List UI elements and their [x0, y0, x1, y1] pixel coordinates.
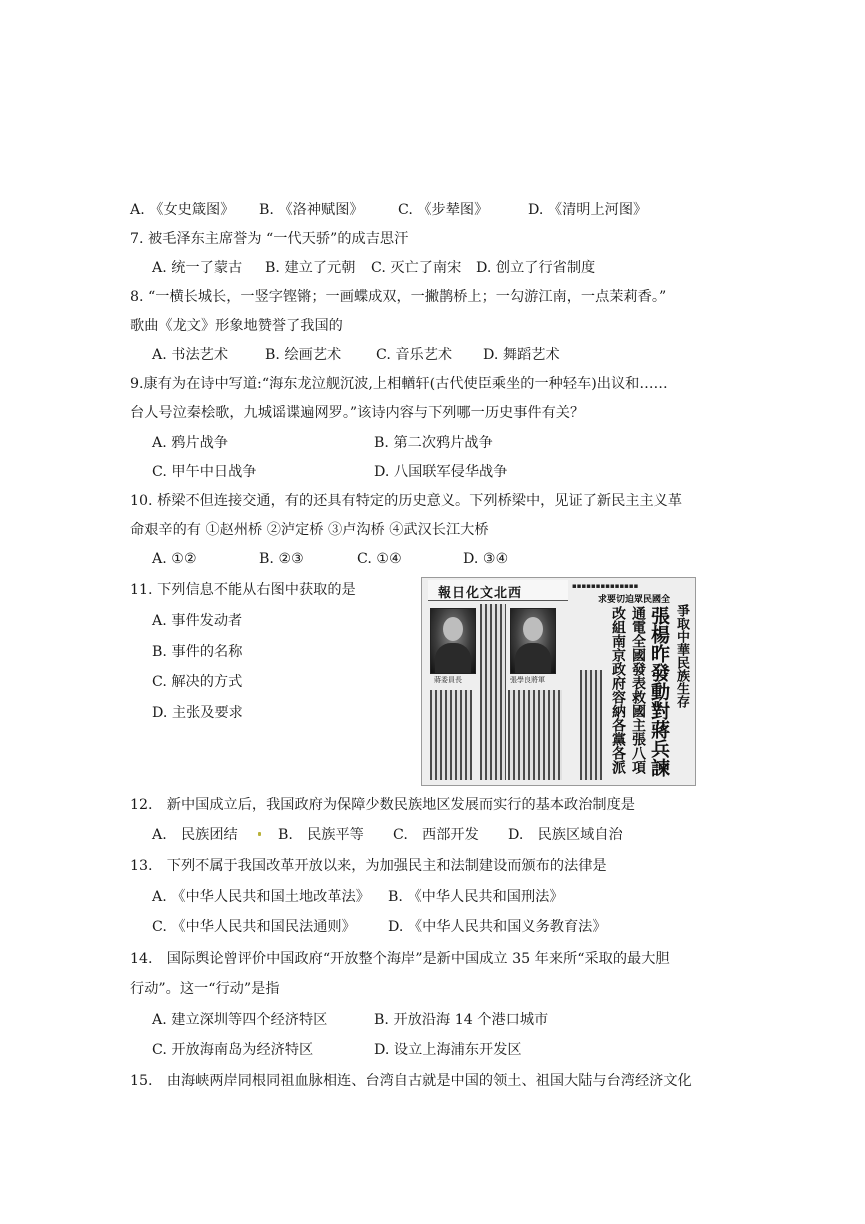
q11-option-d: D. 主张及要求 [152, 705, 243, 721]
q10-stem-line2: 命艰辛的有 ①赵州桥 ②泸定桥 ③卢沟桥 ④武汉长江大桥 [130, 522, 489, 538]
body-text-columns-1 [480, 604, 506, 780]
q15-stem-line1: 15. 由海峡两岸同根同祖血脉相连、台湾自古就是中国的领土、祖国大陆与台湾经济文化 [130, 1073, 692, 1089]
body-text-columns-3 [508, 690, 562, 780]
q13-option-a: A. 《中华人民共和国土地改革法》 [152, 889, 370, 905]
q9-option-d: D. 八国联军侵华战争 [374, 464, 508, 480]
q11-option-a: A. 事件发动者 [152, 613, 243, 629]
headline-col-3: 通電全國發表救國主張八項 [630, 606, 646, 774]
q14-option-a: A. 建立深圳等四个经济特区 [152, 1012, 328, 1028]
q9-option-a: A. 鸦片战争 [152, 435, 229, 451]
q6-option-b: B. 《洛神赋图》 [259, 202, 364, 218]
q13-options-row2 [152, 918, 607, 936]
q13-option-b: B. 《中华人民共和国刑法》 [388, 889, 564, 905]
q14-options-row2 [152, 1041, 522, 1059]
q14-option-c: C. 开放海南岛为经济特区 [152, 1042, 314, 1058]
q11-stem: 11. 下列信息不能从右图中获取的是 [130, 582, 356, 598]
q8-stem-line1: 8. “一横长城长，一竖字铿锵；一画蝶成双，一撇鹊桥上；一勾游江南，一点茉莉香。” [130, 289, 667, 305]
q13-option-c: C. 《中华人民共和国民法通则》 [152, 919, 356, 935]
q13-options-row1 [152, 888, 564, 906]
q14-option-d: D. 设立上海浦东开发区 [374, 1042, 522, 1058]
q8-stem-line2: 歌曲《龙文》形象地赞誉了我国的 [130, 318, 343, 334]
q9-option-c: C. 甲午中日战争 [152, 464, 257, 480]
body-text-columns-4 [580, 670, 602, 780]
headline-col-2: 張楊昨發動對蔣兵諫 [648, 606, 670, 777]
stray-mark [258, 832, 261, 836]
q10-stem-line1: 10. 桥梁不但连接交通，有的还具有特定的历史意义。下列桥梁中，见证了新民主主义革 [130, 493, 683, 509]
q13-stem: 13. 下列不属于我国改革开放以来，为加强民主和法制建设而颁布的法律是 [130, 858, 607, 874]
q7-option-d: D. 创立了行省制度 [476, 260, 596, 276]
q7-stem: 7. 被毛泽东主席誉为 “一代天骄”的成吉思汗 [130, 231, 409, 247]
q6-options-row [130, 201, 647, 219]
q12-option-b: B. 民族平等 [278, 827, 364, 843]
q7-option-b: B. 建立了元朝 [265, 260, 356, 276]
q14-stem-line1: 14. 国际舆论曾评价中国政府“开放整个海岸”是新中国成立 35 年来所“采取的最大胆 [130, 951, 670, 967]
headline-col-4: 改組南京政府容納各黨各派 [610, 606, 626, 774]
q12-option-d: D. 民族区域自治 [508, 827, 623, 843]
q12-option-a: A. 民族团结 [152, 827, 238, 843]
q9-stem-line1: 9.康有为在诗中写道:“海东龙泣舰沉波,上相輶轩(古代使臣乘坐的一种轻车)出议和…… [130, 376, 668, 392]
q10-option-a: A. ①② [152, 551, 197, 567]
q6-option-d: D. 《清明上河图》 [528, 202, 648, 218]
q8-options-row [152, 346, 560, 364]
q7-option-c: C. 灭亡了南宋 [371, 260, 462, 276]
xian-incident-newspaper-image [421, 577, 696, 786]
q12-options-row [152, 826, 623, 844]
q12-stem: 12. 新中国成立后，我国政府为保障少数民族地区发展而实行的基本政治制度是 [130, 797, 635, 813]
q10-option-d: D. ③④ [463, 551, 509, 567]
q8-option-b: B. 绘画艺术 [265, 347, 342, 363]
q9-stem-line2: 台人号泣秦桧歌，九城谣谍遍网罗。”该诗内容与下列哪一历史事件有关？ [130, 405, 585, 421]
newspaper-masthead [428, 580, 568, 601]
q10-option-b: B. ②③ [259, 551, 304, 567]
newspaper-masthead-text: 報日化文北西 [438, 586, 523, 601]
portrait-caption-right: 張學良將軍 [510, 676, 545, 684]
q6-option-a: A. 《女史箴图》 [130, 202, 235, 218]
q14-options-row1 [152, 1011, 548, 1029]
q9-option-b: B. 第二次鸦片战争 [374, 435, 493, 451]
q8-option-c: C. 音乐艺术 [376, 347, 453, 363]
q9-options-row2 [152, 463, 507, 481]
q13-option-d: D. 《中华人民共和国义务教育法》 [388, 919, 607, 935]
q11-option-b: B. 事件的名称 [152, 644, 243, 660]
q14-option-b: B. 开放沿海 14 个港口城市 [374, 1012, 549, 1028]
headline-col-1: 爭取中華民族生存 [674, 604, 689, 708]
q9-options-row1 [152, 434, 493, 452]
q10-options-row [152, 550, 508, 568]
q7-option-a: A. 统一了蒙古 [152, 260, 243, 276]
q8-option-a: A. 书法艺术 [152, 347, 229, 363]
q7-options-row [152, 259, 595, 277]
q6-option-c: C. 《步辇图》 [398, 202, 489, 218]
q14-stem-line2: 行动”。这一“行动”是指 [130, 981, 280, 997]
q12-option-c: C. 西部开发 [393, 827, 479, 843]
q8-option-d: D. 舞蹈艺术 [483, 347, 560, 363]
portrait-photo-right [510, 608, 556, 674]
portrait-photo-left [430, 608, 476, 674]
q11-option-c: C. 解决的方式 [152, 674, 243, 690]
newspaper-dateline: ▪▪▪▪▪▪▪▪▪▪▪▪▪▪ [572, 582, 639, 590]
q10-option-c: C. ①④ [357, 551, 402, 567]
body-text-columns-2 [430, 690, 472, 780]
newspaper-subhead: 求要切迫眾民國全 [598, 595, 671, 605]
portrait-caption-left: 蔣委員長 [434, 676, 462, 684]
